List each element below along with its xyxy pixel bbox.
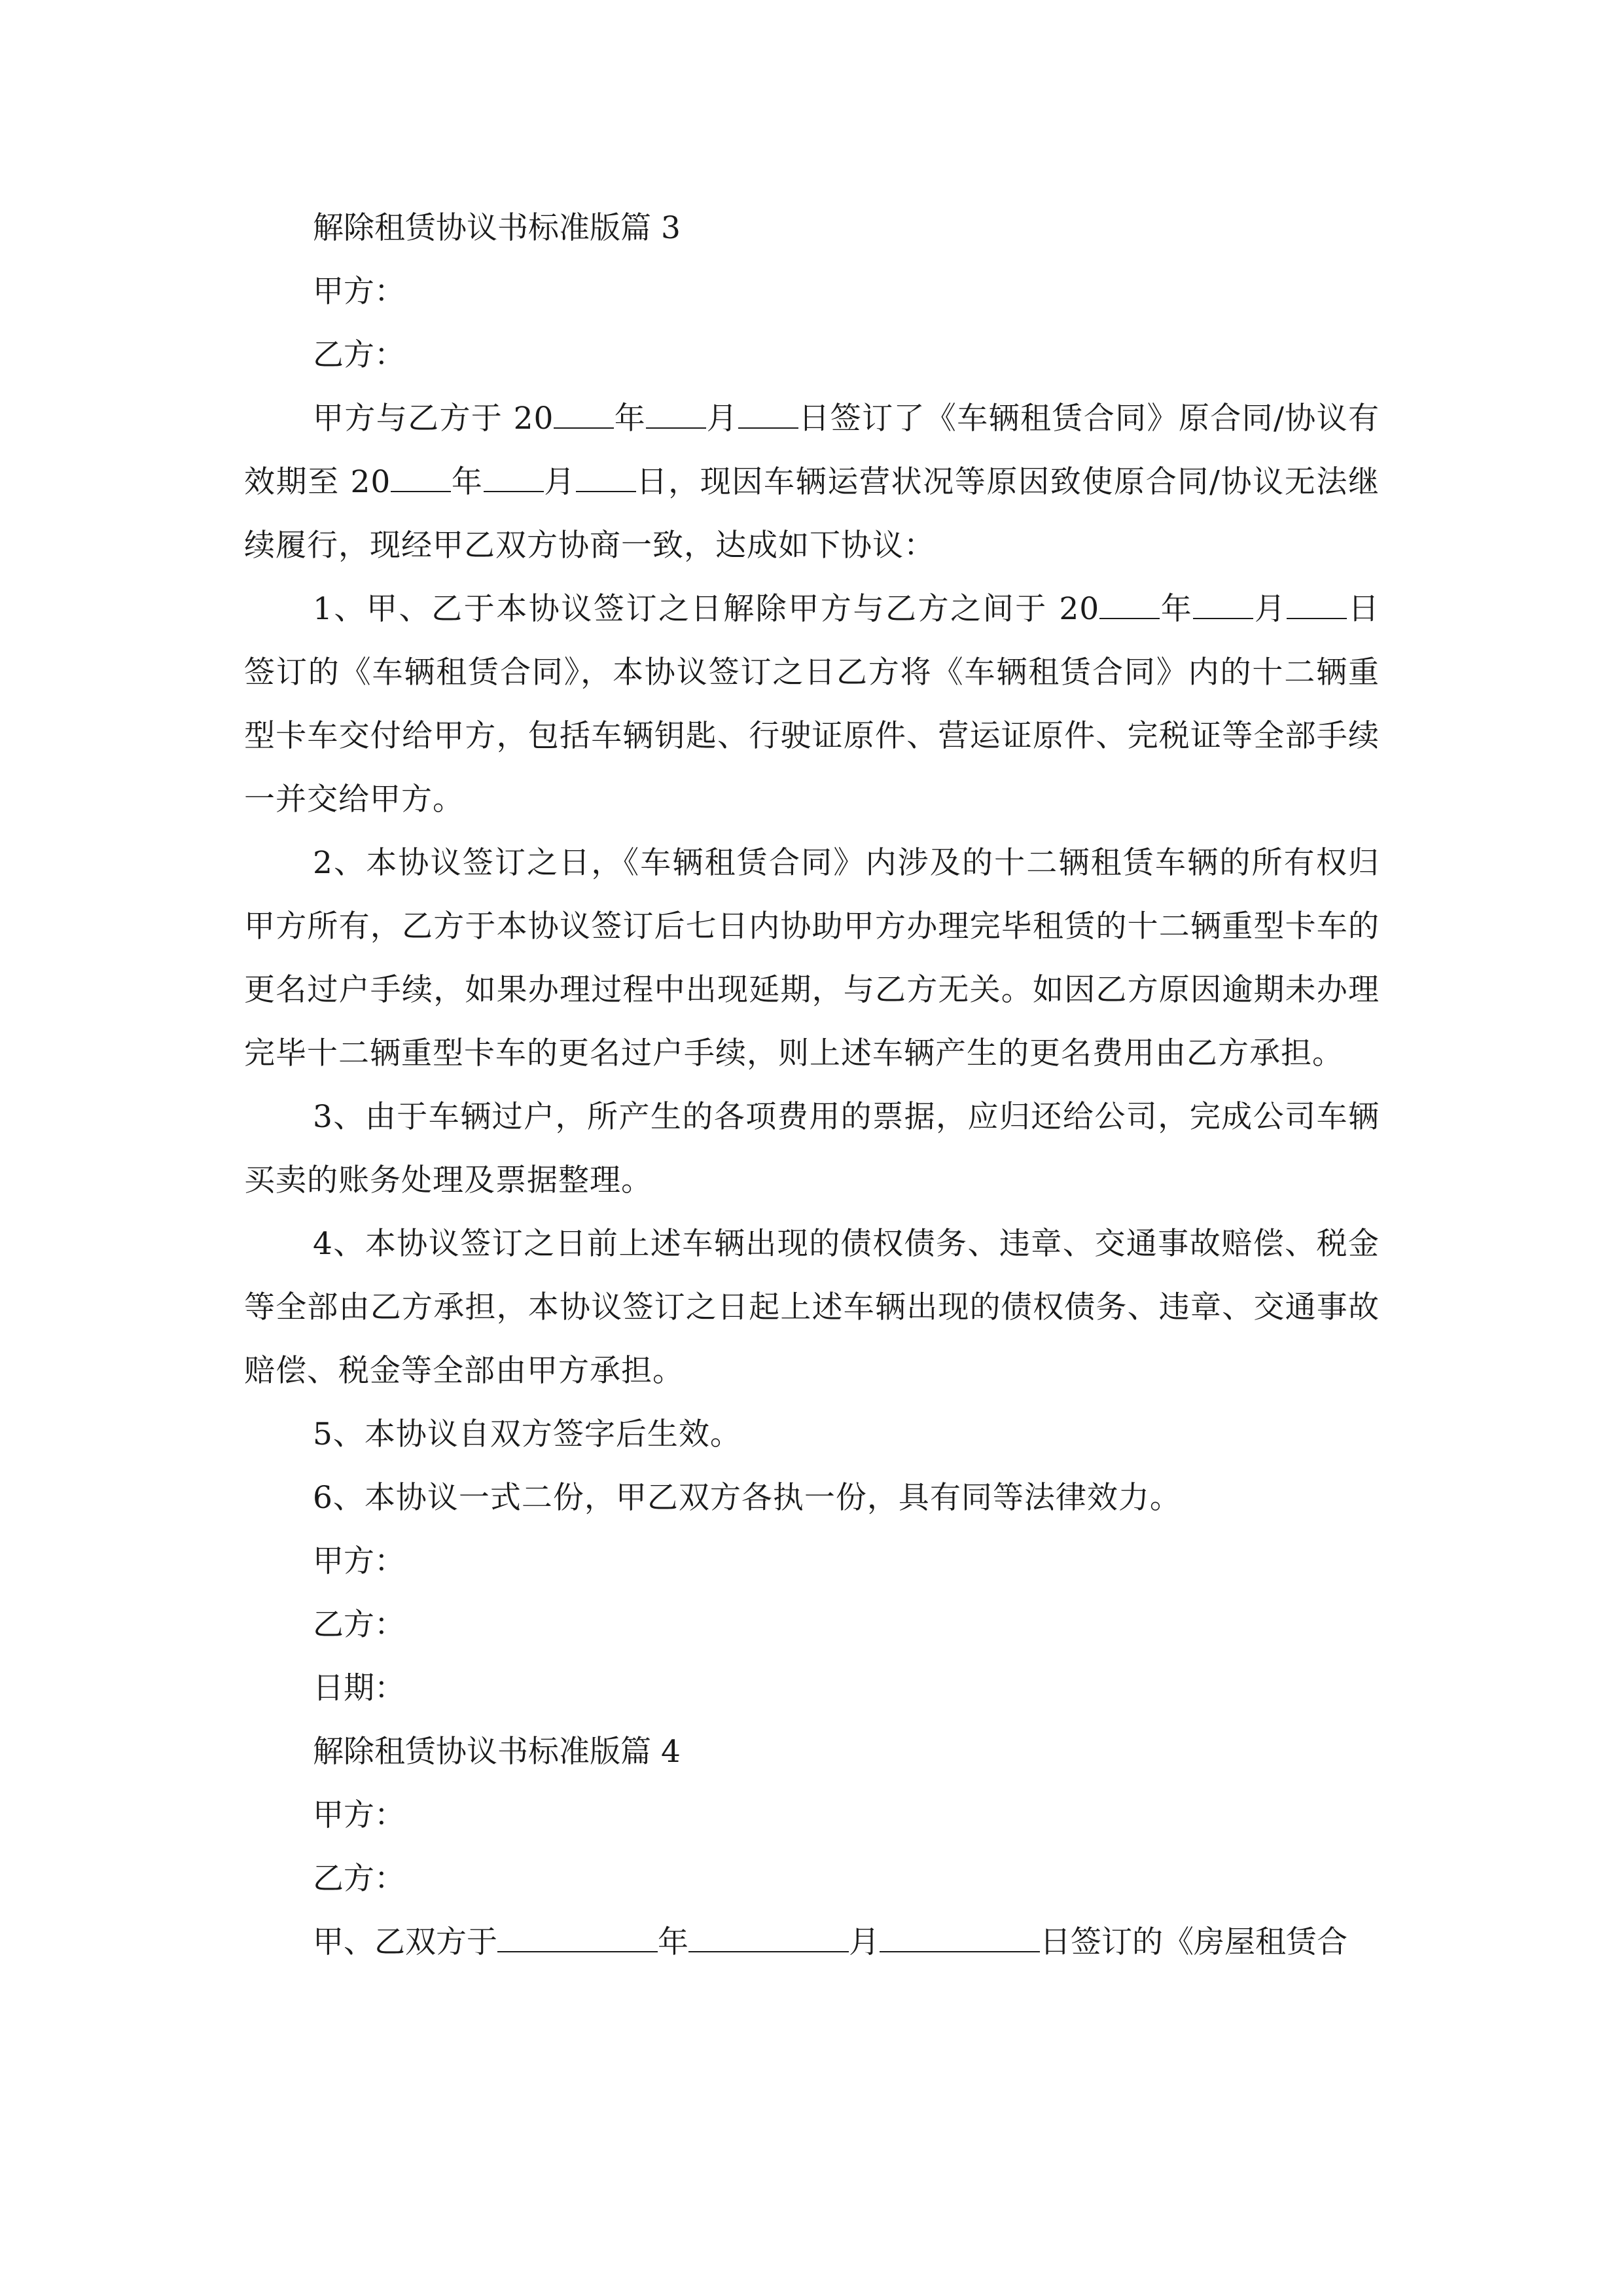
blank-day bbox=[738, 401, 798, 429]
document-body bbox=[244, 196, 1380, 1974]
clause-1-year: 年 bbox=[1160, 591, 1194, 627]
clause-3: 3、由于车辆过户，所产生的各项费用的票据，应归还给公司，完成公司车辆买卖的账务处理及票据整理。 bbox=[244, 1099, 1380, 1198]
blank-year bbox=[391, 465, 451, 492]
intro-text-2: 日签订了《车辆租赁合同》原合同/协议有效期至 20 bbox=[244, 401, 1380, 500]
blank-day bbox=[1287, 592, 1347, 619]
blank-year bbox=[1099, 592, 1160, 619]
clause-1-text-1: 1、甲、乙于本协议签订之日解除甲方与乙方之间于 20 bbox=[313, 591, 1100, 627]
blank-day bbox=[880, 1925, 1040, 1952]
clause-1-month: 月 bbox=[1253, 591, 1287, 627]
party-a-label: 甲方： bbox=[313, 274, 405, 310]
party-b-label: 乙方： bbox=[313, 337, 405, 373]
blank-month bbox=[484, 465, 544, 492]
section-4-party-a-label: 甲方： bbox=[313, 1797, 405, 1833]
signature-party-b: 乙方： bbox=[313, 1607, 405, 1643]
clause-6: 6、本协议一式二份，甲乙双方各执一份，具有同等法律效力。 bbox=[313, 1480, 1181, 1516]
section-4-intro-year: 年 bbox=[658, 1924, 688, 1960]
intro-text-3: 日，现因车辆运营状况等原因致使原合同/协议无法继续履行，现经甲乙双方协商一致，达成如下协议： bbox=[244, 464, 1380, 564]
intro-month: 月 bbox=[706, 401, 738, 437]
section-3-title: 解除租赁协议书标准版篇 3 bbox=[313, 210, 681, 246]
section-4-intro-text-2: 日签订的《房屋租赁合 bbox=[1040, 1924, 1347, 1960]
clause-1-text-2: 日签订的《车辆租赁合同》，本协议签订之日乙方将《车辆租赁合同》内的十二辆重型卡车交付给甲方，包括车辆钥匙、行驶证原件、营运证原件、完税证等全部手续一并交给甲方。 bbox=[244, 591, 1380, 817]
blank-year bbox=[497, 1925, 658, 1952]
intro-text-1: 甲方与乙方于 20 bbox=[313, 401, 554, 437]
blank-year bbox=[554, 401, 614, 429]
signature-date: 日期： bbox=[313, 1670, 405, 1706]
section-4-party-b-label: 乙方： bbox=[313, 1861, 405, 1897]
section-4-title: 解除租赁协议书标准版篇 4 bbox=[313, 1734, 681, 1770]
clause-4: 4、本协议签订之日前上述车辆出现的债权债务、违章、交通事故赔偿、税金等全部由乙方承担，本协议签订之日起上述车辆出现的债权债务、违章、交通事故赔偿、税金等全部由甲方承担。 bbox=[244, 1226, 1380, 1389]
clause-1 bbox=[244, 577, 1380, 831]
section-4-intro-text-1: 甲、乙双方于 bbox=[313, 1924, 497, 1960]
intro-month-2: 月 bbox=[543, 464, 576, 500]
signature-party-a: 甲方： bbox=[313, 1543, 405, 1579]
blank-month bbox=[646, 401, 706, 429]
intro-year-2: 年 bbox=[451, 464, 484, 500]
intro-paragraph bbox=[244, 387, 1380, 577]
blank-month bbox=[688, 1925, 849, 1952]
intro-year: 年 bbox=[614, 401, 647, 437]
section-4-intro-month: 月 bbox=[849, 1924, 880, 1960]
section-4-intro bbox=[244, 1910, 1380, 1974]
clause-2: 2、本协议签订之日，《车辆租赁合同》内涉及的十二辆租赁车辆的所有权归甲方所有，乙方于本协议签订后七日内协助甲方办理完毕租赁的十二辆重型卡车的更名过户手续，如果办理过程中出现延期，与乙方无关。如因乙方原因逾期未办理完毕十二辆重型卡车的更名过户手续，则上述车辆产生的更名费用由乙方承担。 bbox=[244, 845, 1380, 1071]
clause-5: 5、本协议自双方签字后生效。 bbox=[313, 1416, 741, 1452]
blank-day bbox=[576, 465, 636, 492]
blank-month bbox=[1193, 592, 1253, 619]
